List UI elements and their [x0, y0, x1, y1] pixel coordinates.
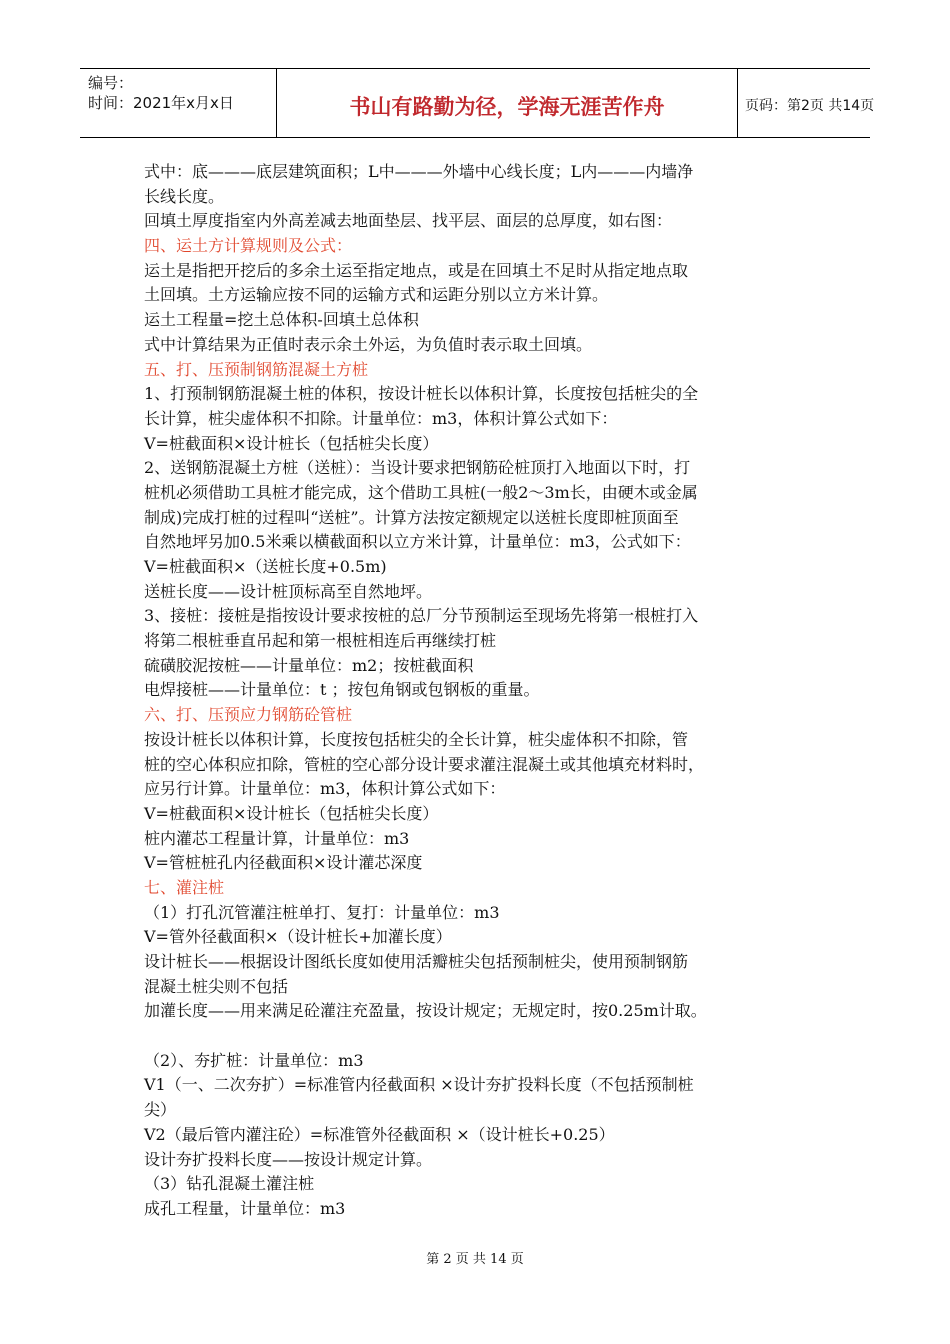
body-line: 长线长度。	[144, 186, 225, 206]
page-footer: 第 2 页 共 14 页	[426, 1252, 524, 1267]
header-motto-cell	[276, 69, 738, 137]
body-line: （1）打孔沉管灌注桩单打、复打：计量单位：m3	[144, 902, 500, 922]
body-line: 设计夯扩投料长度——按设计规定计算。	[144, 1149, 433, 1169]
motto-text: 书山有路勤为径，学海无涯苦作舟	[349, 95, 665, 119]
body-line: 回填土厚度指室内外高差减去地面垫层、找平层、面层的总厚度，如右图：	[144, 211, 673, 231]
body-line: 3、接桩：接桩是指按设计要求按桩的总厂分节预制运至现场先将第一根桩打入	[144, 606, 699, 626]
body-line: 桩的空心体积应扣除，管桩的空心部分设计要求灌注混凝土或其他填充材料时，	[144, 754, 705, 774]
header-page-cell	[737, 69, 875, 137]
document-body	[144, 160, 814, 1222]
body-line: 应另行计算。计量单位：m3，体积计算公式如下：	[144, 779, 506, 799]
page-header	[80, 68, 875, 138]
body-line: 运土工程量=挖土总体积-回填土总体积	[144, 310, 419, 330]
section-heading: 五、打、压预制钢筋混凝土方桩	[144, 359, 369, 379]
body-line: 桩内灌芯工程量计算，计量单位：m3	[144, 828, 410, 848]
body-line: 将第二根桩垂直吊起和第一根桩相连后再继续打桩	[144, 631, 497, 651]
page-number-label: 页码：第2页 共14页	[745, 98, 875, 114]
body-line: 式中：底———底层建筑面积；L中———外墙中心线长度；L内———内墙净	[144, 162, 694, 181]
blank-line	[144, 1024, 814, 1049]
header-meta-cell	[80, 69, 276, 137]
body-line: 制成)完成打桩的过程叫“送桩”。计算方法按定额规定以送桩长度即桩顶面至	[144, 507, 679, 527]
body-line: V2（最后管内灌注砼）=标准管外径截面积 ×（设计桩长+0.25）	[144, 1124, 615, 1144]
serial-label: 编号：	[88, 74, 134, 92]
body-line: 尖）	[144, 1100, 177, 1120]
body-line: V=桩截面积×设计桩长（包括桩尖长度）	[144, 433, 439, 453]
body-line: 自然地坪另加0.5米乘以横截面积以立方米计算，计量单位：m3，公式如下：	[144, 532, 691, 552]
body-line: 加灌长度——用来满足砼灌注充盈量，按设计规定；无规定时，按0.25m计取。	[144, 1001, 707, 1021]
body-line: V=管外径截面积×（设计桩长+加灌长度）	[144, 927, 452, 947]
body-line: 电焊接桩——计量单位：t ；按包角钢或包钢板的重量。	[144, 680, 540, 700]
body-line: V=桩截面积×（送桩长度+0.5m)	[144, 557, 387, 576]
section-heading: 四、运土方计算规则及公式：	[144, 236, 353, 256]
body-line: 运土是指把开挖后的多余土运至指定地点，或是在回填土不足时从指定地点取	[144, 260, 689, 280]
section-heading: 七、灌注桩	[144, 877, 225, 897]
body-line: 硫磺胶泥按桩——计量单位：m2；按桩截面积	[144, 655, 474, 675]
body-line: 混凝土桩尖则不包括	[144, 976, 289, 996]
body-line: 式中计算结果为正值时表示余土外运，为负值时表示取土回填。	[144, 334, 593, 354]
body-line: 桩机必须借助工具桩才能完成，这个借助工具桩(一般2～3m长，由硬木或金属	[144, 482, 698, 502]
body-line: 2、送钢筋混凝土方桩（送桩）：当设计要求把钢筋砼桩顶打入地面以下时，打	[144, 458, 691, 478]
body-line: 土回填。土方运输应按不同的运输方式和运距分别以立方米计算。	[144, 285, 609, 305]
body-line: 送桩长度——设计桩顶标高至自然地坪。	[144, 581, 433, 601]
body-line: 成孔工程量，计量单位：m3	[144, 1198, 346, 1218]
body-line: （3）钻孔混凝土灌注桩	[144, 1174, 315, 1194]
body-line: V=管桩桩孔内径截面积×设计灌芯深度	[144, 853, 423, 873]
body-line: 1、打预制钢筋混凝土桩的体积，按设计桩长以体积计算，长度按包括桩尖的全	[144, 384, 699, 404]
body-line: V1（一、二次夯扩）=标准管内径截面积 ×设计夯扩投料长度（不包括预制桩	[144, 1075, 694, 1095]
body-line: 设计桩长——根据设计图纸长度如使用活瓣桩尖包括预制桩尖，使用预制钢筋	[144, 952, 689, 971]
time-label: 时间：2021年x月x日	[88, 94, 234, 112]
body-line: 长计算，桩尖虚体积不扣除。计量单位：m3，体积计算公式如下：	[144, 408, 618, 428]
body-line: 按设计桩长以体积计算，长度按包括桩尖的全长计算，桩尖虚体积不扣除，管	[144, 729, 689, 749]
body-line: V=桩截面积×设计桩长（包括桩尖长度）	[144, 803, 439, 823]
section-heading: 六、打、压预应力钢筋砼管桩	[144, 705, 353, 725]
body-line: （2）、夯扩桩：计量单位：m3	[144, 1050, 364, 1070]
